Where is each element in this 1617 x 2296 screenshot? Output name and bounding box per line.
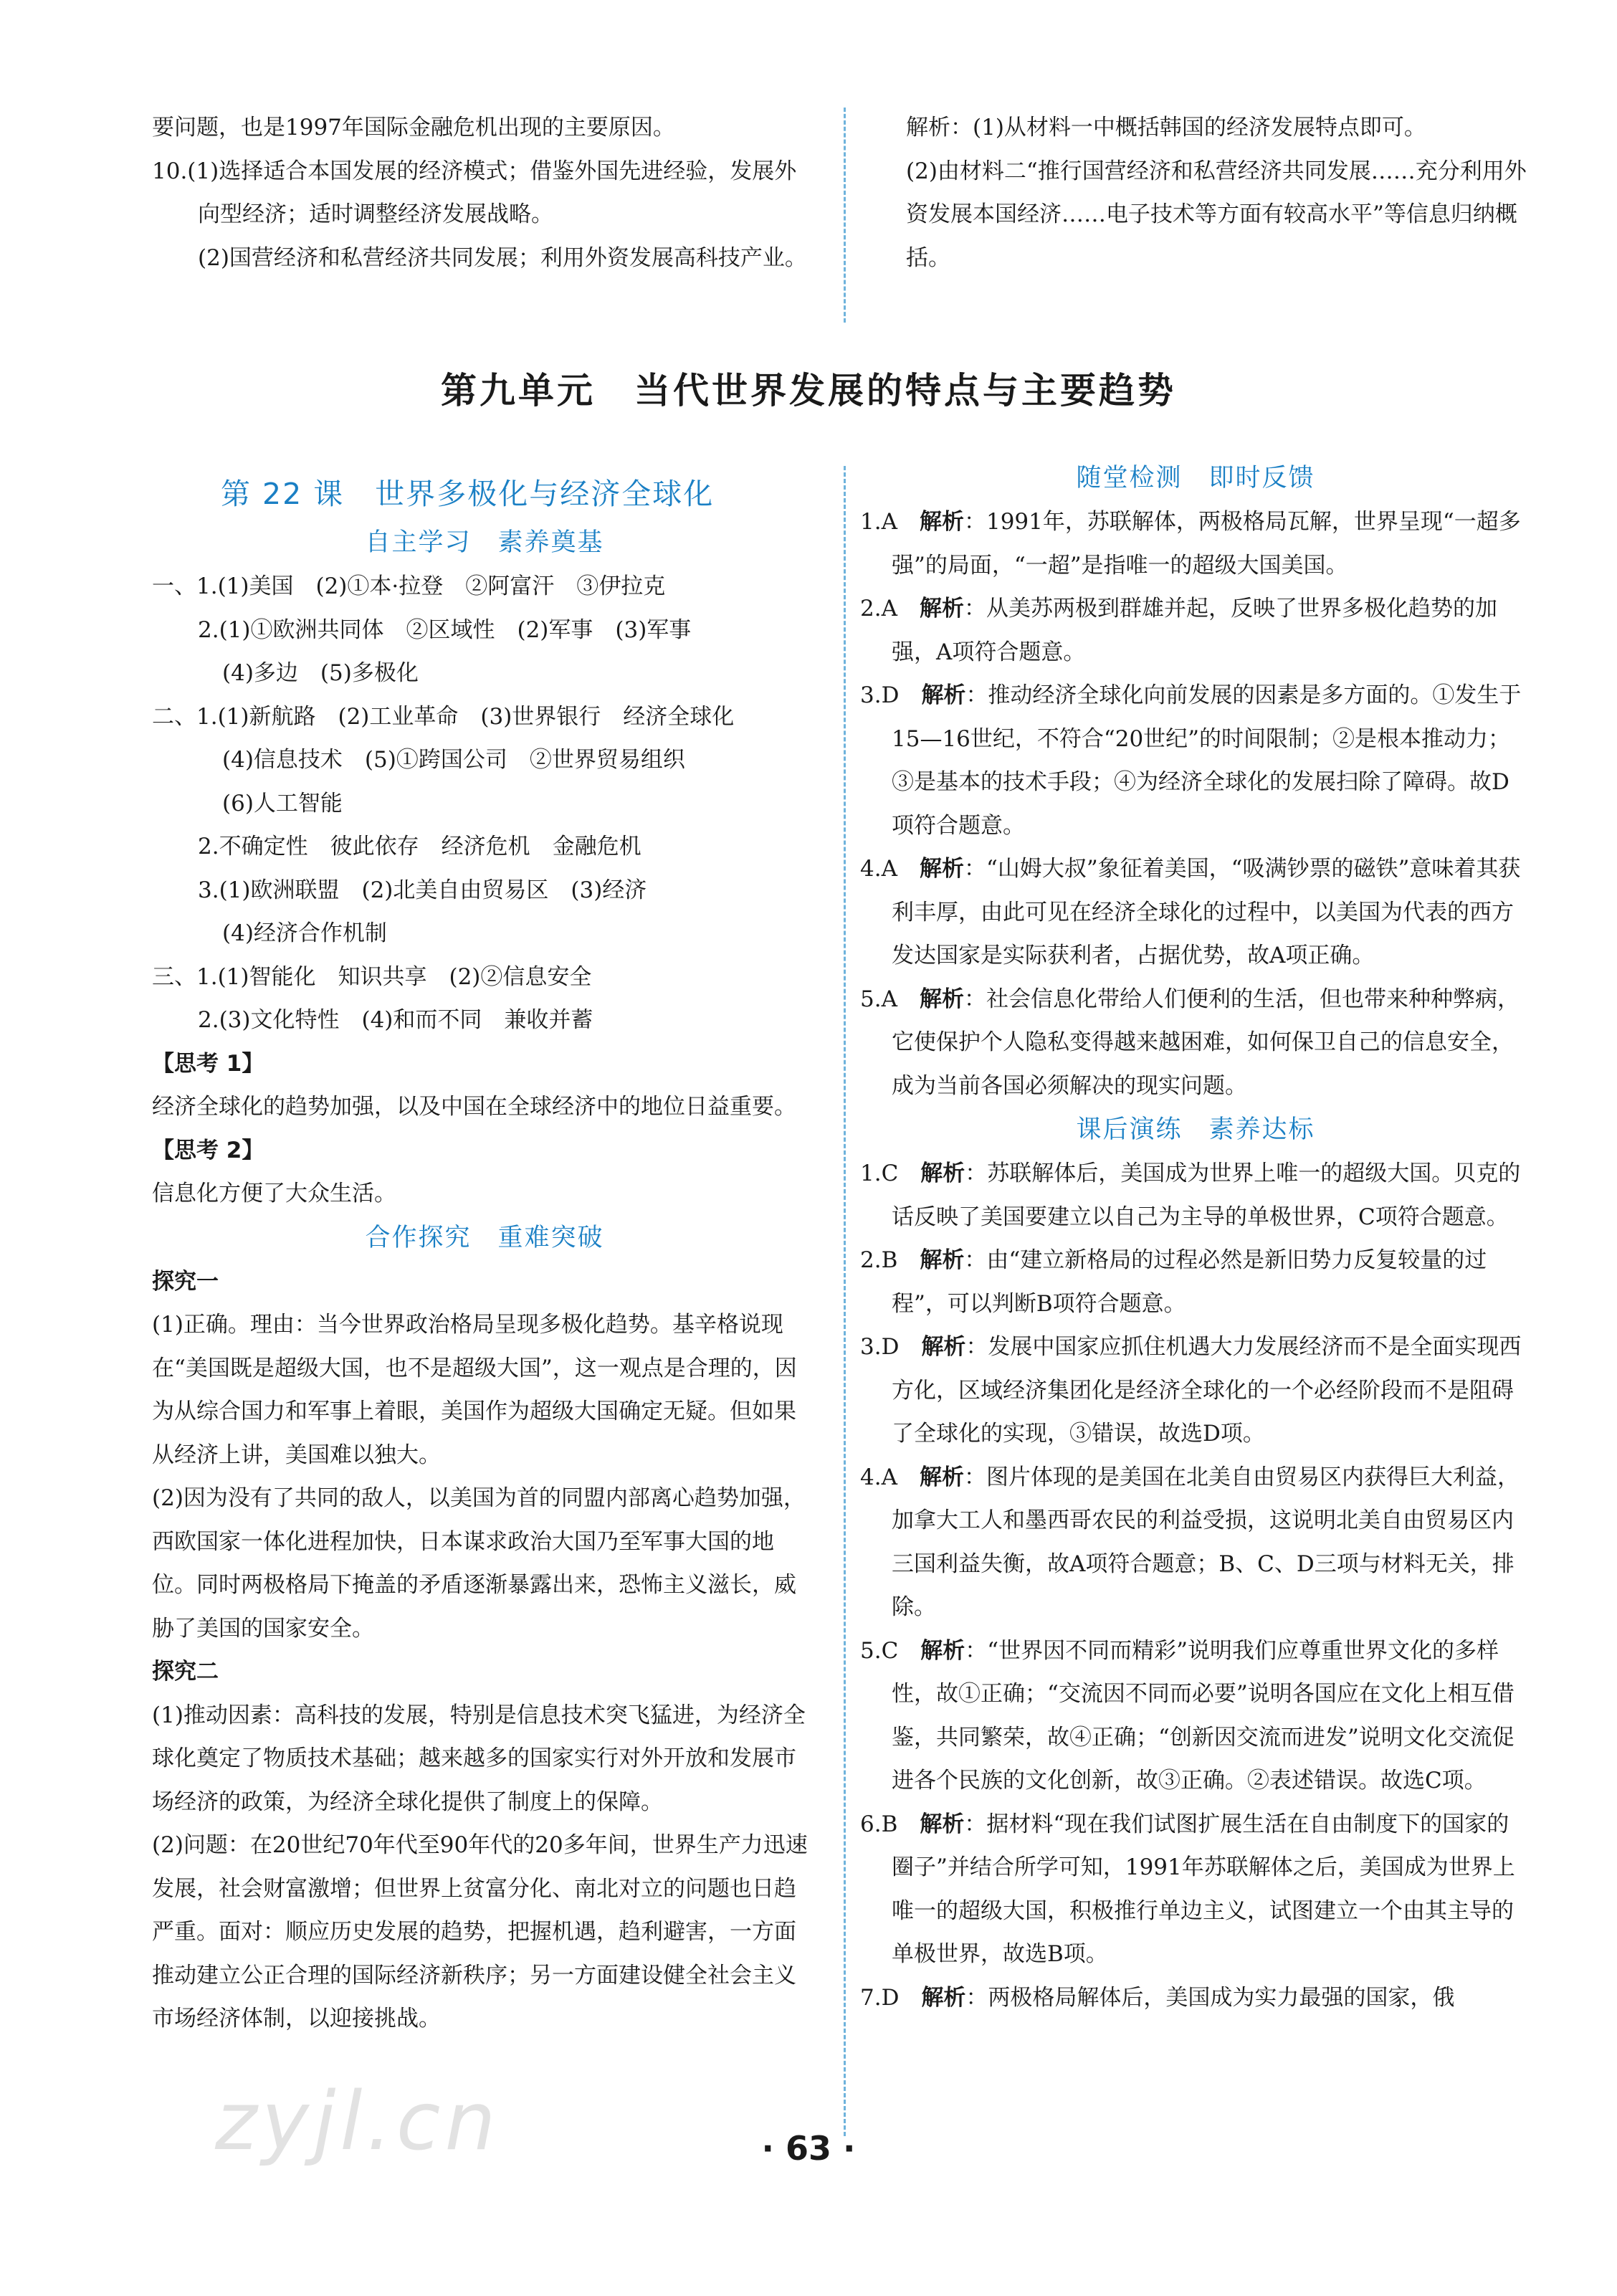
answer-key: 5.C [860, 1637, 899, 1664]
page-number: · 63 · [761, 2129, 856, 2168]
analysis-text: ：从美苏两极到群雄并起，反映了世界多极化趋势的加强，A项符合题意。 [892, 596, 1497, 665]
answer-item [860, 1152, 1531, 1239]
answer-line: 三、1.(1)智能化 知识共享 (2)②信息安全 [152, 963, 592, 990]
section-after-class: 课后演练 素养达标 [1076, 1115, 1315, 1144]
analysis-label: 解析 [920, 1637, 965, 1664]
answer-line: 3.(1)欧洲联盟 (2)北美自由贸易区 (3)经济 [198, 877, 647, 903]
section-self-study: 自主学习 素养奠基 [365, 528, 604, 557]
explore-1-paragraph-1: (1)正确。理由：当今世界政治格局呈现多极化趋势。基辛格说现在“美国既是超级大国，也不是超级大国”，这一观点是合理的，因为从综合国力和军事上着眼，美国作为超级大国确定无疑。但如果从经济上讲，美国难以独大。 [152, 1312, 797, 1468]
top-right-column [860, 106, 1531, 280]
text-line: 要问题，也是1997年国际金融危机出现的主要原因。 [152, 115, 675, 140]
unit-title: 第九单元 当代世界发展的特点与主要趋势 [441, 370, 1176, 411]
answer-item [860, 1239, 1531, 1325]
analysis-label: 解析 [919, 986, 964, 1012]
answer-key: 2.A [860, 596, 897, 621]
section-in-class-check: 随堂检测 即时反馈 [1076, 464, 1315, 492]
watermark-logo: zyjl.cn [215, 2075, 500, 2168]
think-1-label: 【思考 1】 [152, 1050, 264, 1077]
answer-line: (6)人工智能 [222, 790, 343, 816]
analysis-10-part1: 解析：(1)从材料一中概括韩国的经济发展特点即可。 [906, 115, 1426, 140]
analysis-label: 解析 [919, 596, 964, 621]
analysis-text: ：苏联解体后，美国成为世界上唯一的超级大国。贝克的话反映了美国要建立以自己为主导的单极世界，C项符合题意。 [892, 1161, 1521, 1230]
answer-item [860, 1325, 1531, 1456]
answer-item [860, 500, 1531, 587]
answer-line: (4)经济合作机制 [222, 920, 387, 946]
analysis-label: 解析 [920, 1161, 965, 1186]
main-column-divider [844, 466, 846, 2136]
explore-1-paragraph-2: (2)因为没有了共同的敌人，以美国为首的同盟内部离心趋势加强，西欧国家一体化进程加快，日本谋求政治大国乃至军事大国的地位。同时两极格局下掩盖的矛盾逐渐暴露出来，恐怖主义滋长，威胁了美国的国家安全。 [152, 1485, 806, 1642]
analysis-text: ：两极格局解体后，美国成为实力最强的国家，俄 [965, 1984, 1455, 2011]
answer-item [860, 1803, 1531, 1976]
top-column-divider [844, 108, 846, 323]
analysis-label: 解析 [920, 1811, 965, 1837]
answer-item [860, 847, 1531, 978]
analysis-text: ：由“建立新格局的过程必然是新旧势力反复较量的过程”，可以判断B项符合题意。 [892, 1247, 1487, 1317]
section-cooperative-inquiry: 合作探究 重难突破 [365, 1223, 604, 1252]
answer-line: 2.(1)①欧洲共同体 ②区域性 (2)军事 (3)军事 [198, 616, 692, 643]
think-2-label: 【思考 2】 [152, 1137, 264, 1163]
lesson-title: 第 22 课 世界多极化与经济全球化 [221, 477, 715, 511]
answer-item [860, 587, 1531, 674]
analysis-label: 解析 [919, 509, 964, 535]
answer-line: (4)多边 (5)多极化 [222, 660, 419, 686]
answer-line: 一、1.(1)美国 (2)①本·拉登 ②阿富汗 ③伊拉克 [152, 573, 666, 599]
top-left-column [152, 106, 817, 280]
analysis-10-part2: (2)由材料二“推行国营经济和私营经济共同发展……充分利用外资发展本国经济……电子技术等方面有较高水平”等信息归纳概括。 [906, 158, 1527, 271]
answer-item [860, 1629, 1531, 1803]
analysis-text: ：1991年，苏联解体，两极格局瓦解，世界呈现“一超多强”的局面，“一超”是指唯一的超级大国美国。 [892, 509, 1521, 578]
analysis-label: 解析 [919, 1464, 964, 1490]
main-right-column [860, 456, 1531, 2019]
analysis-label: 解析 [920, 1247, 965, 1273]
answer-item [860, 674, 1531, 847]
explore-2-paragraph-2: (2)问题：在20世纪70年代至90年代的20多年间，世界生产力迅速发展，社会财富激增；但世界上贫富分化、南北对立的问题也日趋严重。面对：顺应历史发展的趋势，把握机遇，趋利避害，一方面推动建立公正合理的国际经济新秩序；另一方面建设健全社会主义市场经济体制，以迎接挑战。 [152, 1832, 808, 2031]
explore-1-label: 探究一 [152, 1268, 219, 1295]
analysis-label: 解析 [921, 1334, 966, 1360]
analysis-text: ：据材料“现在我们试图扩展生活在自由制度下的国家的圈子”并结合所学可知，1991年苏联解体之后，美国成为世界上唯一的超级大国，积极推行单边主义，试图建立一个由其主导的单极世界，故选B项。 [892, 1811, 1515, 1967]
analysis-text: ：发展中国家应抓住机遇大力发展经济而不是全面实现西方化，区域经济集团化是经济全球化的一个必经阶段而不是阻碍了全球化的实现，③错误，故选D项。 [892, 1334, 1522, 1447]
answer-item [860, 1456, 1531, 1629]
answer-key: 6.B [860, 1811, 898, 1837]
answer-line: (4)信息技术 (5)①跨国公司 ②世界贸易组织 [222, 747, 685, 773]
answer-key: 1.A [860, 509, 897, 535]
answer-item [860, 978, 1531, 1108]
answer-key: 5.A [860, 986, 897, 1012]
explore-2-label: 探究二 [152, 1659, 219, 1685]
analysis-label: 解析 [921, 1984, 966, 2011]
analysis-label: 解析 [921, 682, 966, 708]
answer-key: 1.C [860, 1161, 899, 1186]
analysis-label: 解析 [919, 856, 964, 882]
analysis-text: ：“世界因不同而精彩”说明我们应尊重世界文化的多样性，故①正确；“交流因不同而必要”说明各国应在文化上相互借鉴，共同繁荣，故④正确；“创新因交流而进发”说明文化交流促进各个民族的文化创新，故③正确。②表述错误。故选C项。 [892, 1637, 1515, 1794]
think-2-text: 信息化方便了大众生活。 [152, 1181, 396, 1206]
analysis-text: ：图片体现的是美国在北美自由贸易区内获得巨大利益，加拿大工人和墨西哥农民的利益受损，这说明北美自由贸易区内三国利益失衡，故A项符合题意；B、C、D三项与材料无关，排除。 [892, 1464, 1520, 1620]
answer-10-part1: 10.(1)选择适合本国发展的经济模式；借鉴外国先进经验，发展外向型经济；适时调整经济发展战略。 [152, 158, 797, 227]
analysis-text: ：“山姆大叔”象征着美国，“吸满钞票的磁铁”意味着其获利丰厚，由此可见在经济全球化的过程中，以美国为代表的西方发达国家是实际获利者，占据优势，故A项正确。 [892, 856, 1521, 968]
answer-line: 2.(3)文化特性 (4)和而不同 兼收并蓄 [198, 1007, 593, 1033]
analysis-text: ：社会信息化带给人们便利的生活，但也带来种种弊病，它使保护个人隐私变得越来越困难，如何保卫自己的信息安全，成为当前各国必须解决的现实问题。 [892, 986, 1520, 1099]
answer-key: 4.A [860, 856, 897, 882]
answer-10-part2: (2)国营经济和私营经济共同发展；利用外资发展高科技产业。 [198, 244, 807, 271]
answer-key: 3.D [860, 1334, 900, 1360]
explore-2-paragraph-1: (1)推动因素：高科技的发展，特别是信息技术突飞猛进，为经济全球化奠定了物质技术基础；越来越多的国家实行对外开放和发展市场经济的政策，为经济全球化提供了制度上的保障。 [152, 1702, 806, 1815]
answer-key: 3.D [860, 682, 900, 708]
main-left-column [152, 467, 817, 2041]
answer-key: 4.A [860, 1464, 897, 1490]
answer-item [860, 1976, 1531, 2020]
answer-line: 2.不确定性 彼此依存 经济危机 金融危机 [198, 834, 641, 859]
answer-line: 二、1.(1)新航路 (2)工业革命 (3)世界银行 经济全球化 [152, 703, 735, 730]
analysis-text: ：推动经济全球化向前发展的因素是多方面的。①发生于15—16世纪，不符合“20世纪”的时间限制；②是根本推动力；③是基本的技术手段；④为经济全球化的发展扫除了障碍。故D项符合题意。 [892, 682, 1522, 839]
think-1-text: 经济全球化的趋势加强，以及中国在全球经济中的地位日益重要。 [152, 1094, 796, 1120]
answer-key: 7.D [860, 1984, 900, 2011]
answer-key: 2.B [860, 1247, 898, 1273]
